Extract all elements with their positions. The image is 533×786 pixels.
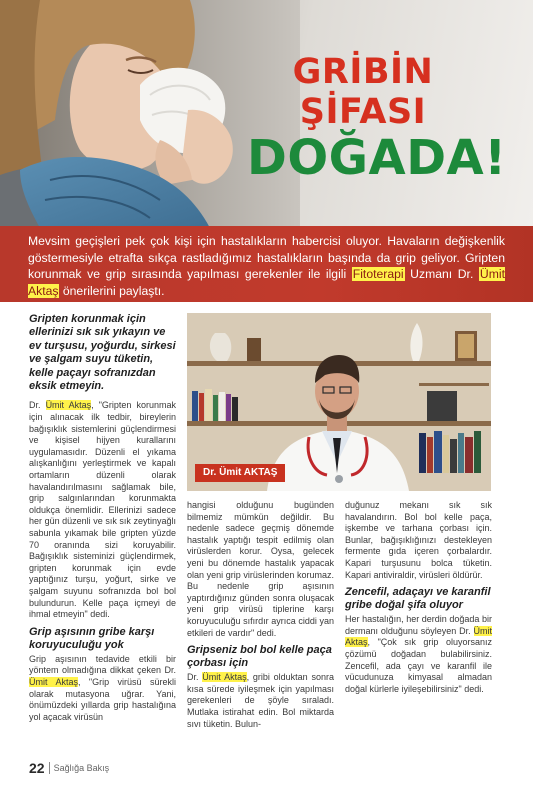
section-heading: Gripseniz bol bol kelle paça çorbası için [187,644,332,670]
highlight-author-name: Ümit Aktaş [29,676,78,687]
article-column-3 [345,500,492,695]
highlight-author-name: Ümit Aktaş [202,672,247,683]
doctor-photo [187,313,491,491]
headline-line-2: DOĞADA! [247,130,507,186]
text-span: Her hastalığın, her derdin doğada bir dermanı olduğunu söyleyen Dr. [345,614,492,636]
highlight-author-name: Ümit Aktaş [345,625,492,648]
highlight-author-name: Ümit Aktaş [28,267,505,298]
text-span: Grip aşısının tedavide etkili bir yöntem olmadığına dikkat çeken Dr. [29,653,176,676]
photo-caption: Dr. Ümit AKTAŞ [195,464,285,482]
headline [233,52,507,186]
text-span: , "Gripten korunmak için alınacak ilk tedbir, bireylerin bağışıklık sistemlerini güçlendirmesi ve kişisel hijyen kurallarını uygulamasıdır. Düzenli el yıkama alışkanlığını yerleştirmek ve kapalı ortamların düzenli olarak havalandırılmasını sağlamak bile, grip salgınlarından korunmakta oldukça önemlidir. Ellerinizi sadece her gün düzenli ve sık sık zeytinyağlı sabunla yıkamak bile gripten yüzde 70 oranında sizi koruyabilir. Bağışıklık sisteminizi güçlendirmek, gripten korunmak için evde yaptığınız turşu, yoğurt, sirke ve şalgam suyunu sofranızda bol bol bulundurun. Kelle paça içmeyi de ihmal etmeyin" dedi. [29,400,176,620]
page-footer [29,760,109,776]
lead-paragraph: Gripten korunmak için ellerinizi sık sık yıkayın ve ev turşusu, yoğurdu, sirkesi ve şalgam suyu tüketin, kelle paçayı sofranızdan eksik etmeyin. [29,313,176,393]
page-number: 22 [29,760,45,776]
publication-name: Sağlığa Bakış [53,763,110,773]
highlight-fitoterapi: Fitoterapi [352,267,404,282]
section-heading: Grip aşısının gribe karşı koruyuculuğu yok [29,625,155,651]
body-paragraph: duğunuz mekanı sık sık havalandırın. Bol bol kelle paça, işkembe ve tarhana çorbası için. Bunlar, bağışıklığınızı destekleyen fermente gıda içeren çorbalardır. Kapari turşusunu bolca tüketin. Kapari antiviraldir, virüsleri öldürür. [345,500,492,580]
headline-line-1: GRİBİN ŞİFASI [292,52,434,132]
text-span: , "Grip virüsü sürekli olarak mutasyona uğrar. Yani, önümüzdeki yıllarda grip hastalığına yol açacak virüsün [29,676,176,722]
intro-band [0,226,533,302]
body-paragraph [29,654,176,724]
section-heading: Zencefil, adaçayı ve karanfil gribe doğal şifa oluyor [345,586,491,612]
article-column-1 [29,313,176,723]
footer-divider [49,762,50,774]
body-paragraph: hangisi olduğunu bugünden bilmemiz mümkün değildir. Bu nedenle sadece geçmiş dönemde hastalık yaptığı tespit edilmiş olan virüslerden korur. Oysa, gelecek yeni bu dönemde hastalık yapacak olan yeni grip virüslerinden korumaz. Bu nedenle grip aşısının yaptırdığınız günden sonra oluşacak yeni grip virüsü tiplerine karşı koruyuculuğu sıfırdır ayrıca ciddi yan etkileri de vardır" dedi. [187,500,334,638]
body-paragraph [345,614,492,695]
intro-text-part: önerilerini paylaştı. [59,283,165,298]
text-span: Dr. [29,400,46,411]
intro-text-part: Uzmanı Dr. [404,267,479,282]
intro-text [28,233,505,299]
hero-banner [0,0,533,228]
highlight-author-name: Ümit Aktaş [45,400,92,411]
body-paragraph [29,400,176,620]
intro-text-part: Mevsim geçişleri pek çok kişi için hastalıkların habercisi oluyor. Havaların değişkenlik göstermesiyle etrafta sıkça rastladığımız hastalıkların başında da grip geliyor. Gripten korunmak ve grip sırasında yapılması gerekenler ile ilgili [28,234,505,282]
body-paragraph [187,672,334,730]
text-span: , "Çok sık grip oluyorsanız çözümü doğadan bulabilirsiniz. Zencefil, ada çayı ve karanfil ile vücudunuza kimyasal almadan doğal kürlerle iyileşebilirsiniz" dedi. [345,637,492,694]
text-span: Dr. [187,672,203,683]
article-column-2 [187,500,334,730]
text-span: , gribi olduktan sonra kısa sürede iyileşmek için yapılması gerekenleri de şöyle sıraladı. Mutlaka istirahat edin. Bol miktarda sıvı tüketin. Bulun- [187,672,334,729]
